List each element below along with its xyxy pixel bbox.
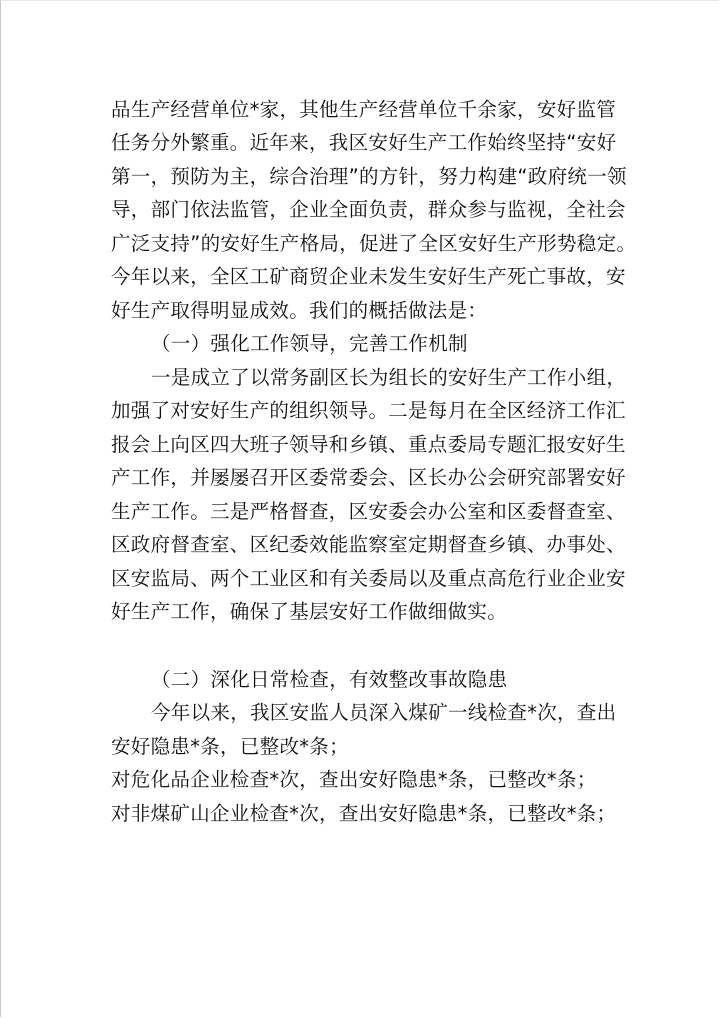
body-text-line: 第一，预防为主，综合治理”的方针，努力构建“政府统一领 [111,165,627,188]
body-text-line: 生产工作。三是严格督查，区安委会办公室和区委督查室、 [111,500,626,523]
body-text-line: 任务分外繁重。近年来，我区安好生产工作始终坚持“安好 [111,131,617,154]
section-heading: （一）强化工作领导，完善工作机制 [151,332,468,355]
body-text-line: 导，部门依法监管，企业全面负责，群众参与监视，全社会 [111,198,626,221]
body-text-line: 区政府督查室、区纪委效能监察室定期督查乡镇、办事处、 [111,533,626,556]
body-text-line: 区安监局、两个工业区和有关委局以及重点高危行业企业安 [111,567,626,590]
body-text-line: 一是成立了以常务副区长为组长的安好生产工作小组， [151,366,627,389]
body-text-line: 加强了对安好生产的组织领导。二是每月在全区经济工作汇 [111,399,626,422]
body-text-line: 今年以来，我区安监人员深入煤矿一线检查*次，查出 [151,701,617,724]
body-text-line: 对危化品企业检查*次，查出安好隐患*条，已整改*条； [111,768,597,791]
section-heading: （二）深化日常检查，有效整改事故隐患 [151,668,508,691]
body-text-line: 今年以来，全区工矿商贸企业未发生安好生产死亡事故，安 [111,265,626,288]
body-text-line: 好生产取得明显成效。我们的概括做法是： [111,299,488,322]
body-text-line: 产工作，并屡屡召开区委常委会、区长办公会研究部署安好 [111,466,626,489]
body-text-line: 好生产工作，确保了基层安好工作做细做实。 [111,600,508,623]
body-text-line: 广泛支持”的安好生产格局，促进了全区安好生产形势稳定。 [111,232,637,255]
body-text-line: 品生产经营单位*家，其他生产经营单位千余家，安好监管 [111,98,617,121]
body-text-line: 安好隐患*条，已整改*条； [111,735,349,758]
body-text-line: 对非煤矿山企业检查*次，查出安好隐患*条，已整改*条； [111,802,617,825]
body-text-line: 报会上向区四大班子领导和乡镇、重点委局专题汇报安好生 [111,433,626,456]
